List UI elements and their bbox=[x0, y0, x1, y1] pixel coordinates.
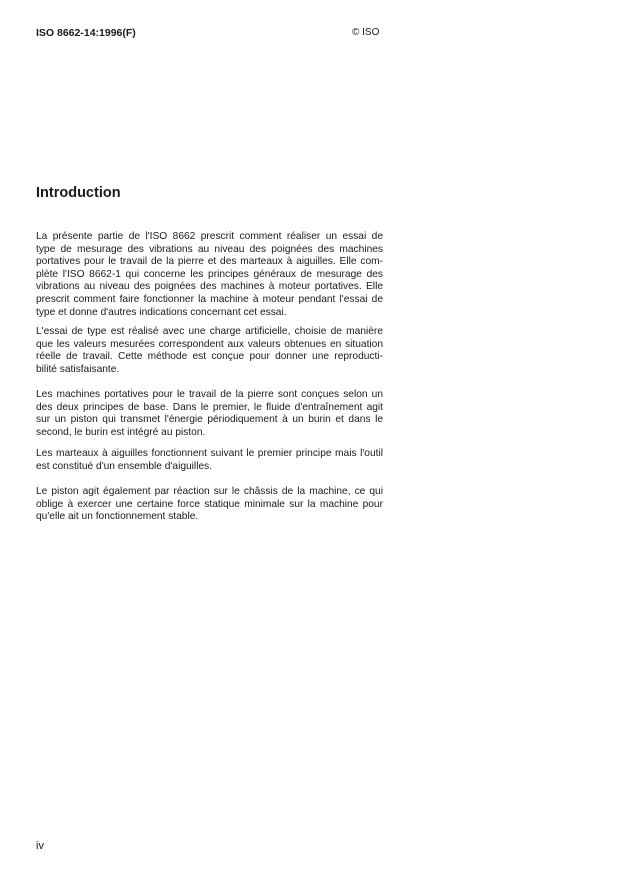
text-line: plète l'ISO 8662-1 qui concerne les principes généraux de mesurage des bbox=[36, 268, 383, 280]
text-line: bilité satisfaisante. bbox=[36, 363, 120, 375]
text-line: portatives pour le travail de la pierre et des marteaux à aiguilles. Elle com- bbox=[36, 256, 383, 268]
text-line: type de mesurage des vibrations au niveau des poignées des machines bbox=[36, 243, 383, 255]
text-line: La présente partie de l'ISO 8662 prescrit comment réaliser un essai de bbox=[36, 231, 383, 242]
document-id: ISO 8662-14:1996(F) bbox=[36, 27, 136, 39]
paragraph-2 bbox=[36, 326, 383, 376]
text-line: que les valeurs mesurées correspondent aux valeurs obtenues en situation bbox=[36, 338, 383, 350]
paragraph-1 bbox=[36, 231, 383, 319]
paragraph-5 bbox=[36, 486, 383, 524]
paragraph-3 bbox=[36, 389, 383, 439]
text-line: des deux principes de base. Dans le premier, le fluide d'entraînement agit bbox=[36, 401, 383, 413]
text-line: Les marteaux à aiguilles fonctionnent suivant le premier principe mais l'outil bbox=[36, 448, 383, 459]
text-line: vibrations au niveau des poignées des machines à moteur portatives. Elle bbox=[36, 281, 383, 293]
text-line: Le piston agit également par réaction sur le châssis de la machine, ce qui bbox=[36, 486, 383, 497]
text-line: prescrit comment faire fonctionner la machine à moteur pendant l'essai de bbox=[36, 293, 383, 305]
text-line: L'essai de type est réalisé avec une charge artificielle, choisie de manière bbox=[36, 326, 383, 337]
page-number: iv bbox=[36, 840, 44, 852]
text-line: qu'elle ait un fonctionnement stable. bbox=[36, 511, 199, 523]
text-line: Les machines portatives pour le travail de la pierre sont conçues selon un bbox=[36, 389, 383, 400]
text-line: réelle de travail. Cette méthode est conçue pour donner une reproducti- bbox=[36, 351, 383, 363]
copyright-notice: © ISO bbox=[352, 27, 380, 38]
text-line: oblige à exercer une certaine force statique minimale sur la machine pour bbox=[36, 498, 383, 510]
text-line: second, le burin est intégré au piston. bbox=[36, 426, 206, 438]
text-line: type et donne d'autres indications concernant cet essai. bbox=[36, 306, 287, 318]
text-line: est constitué d'un ensemble d'aiguilles. bbox=[36, 460, 213, 472]
section-title: Introduction bbox=[36, 185, 121, 201]
text-line: sur un piston qui transmet l'énergie périodiquement à un burin et dans le bbox=[36, 414, 383, 426]
paragraph-4 bbox=[36, 448, 383, 473]
